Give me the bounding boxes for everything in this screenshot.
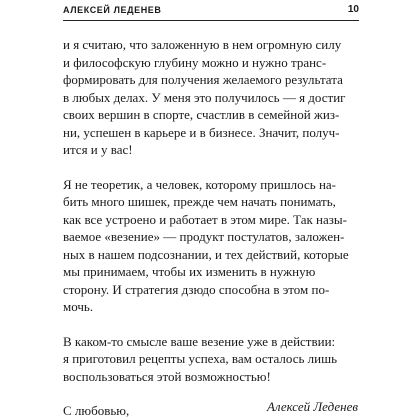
paragraph-3 (63, 333, 359, 386)
page-header (63, 4, 359, 21)
text-line: и я считаю, что заложенную в нем огромную силу (63, 37, 342, 52)
text-line: я приготовил рецепты успеха, вам осталось лишь (63, 351, 338, 366)
text-line: ваемое «везение» — продукт постулатов, заложен- (63, 229, 345, 244)
running-head: АЛЕКСЕЙ ЛЕДЕНЕВ (63, 5, 162, 15)
text-line: своих вершин в спорте, счастлив в семейной жиз- (63, 107, 340, 122)
text-line: сторону. И стратегия дзюдо способна в этом по- (63, 281, 330, 297)
text-line: ится и у вас! (63, 142, 133, 157)
body-text (63, 36, 359, 420)
text-line: Я не теоретик, а человек, которому пришлось на- (63, 176, 336, 192)
paragraph-2 (63, 176, 359, 316)
text-line: как все устроено и работает в этом мире. Так назы- (63, 211, 347, 227)
text-line: бить много шишек, прежде чем начать понимать, (63, 194, 336, 209)
author-signature: Алексей Леденев (266, 399, 358, 414)
paragraph-1 (63, 36, 359, 159)
text-line: воспользоваться этой возможностью! (63, 368, 271, 384)
closing-line: С любовью, (63, 403, 130, 418)
text-line: ни, успешен в карьере и в бизнесе. Значит, получ- (63, 124, 340, 140)
page-number: 10 (347, 4, 359, 15)
text-line: в любых делах. У меня это получилось — я достиг (63, 89, 346, 105)
text-line: формировать для получения желаемого результата (63, 72, 343, 87)
text-line: В каком-то смысле ваше везение уже в действии: (63, 333, 336, 349)
text-line: мочь. (63, 299, 94, 314)
text-line: мы принимаем, чтобы их изменить в нужную (63, 264, 316, 279)
text-line: ных в нашем подсознании, и тех действий, которые (63, 246, 349, 262)
text-line: и философскую глубину можно и нужно транс- (63, 54, 327, 70)
